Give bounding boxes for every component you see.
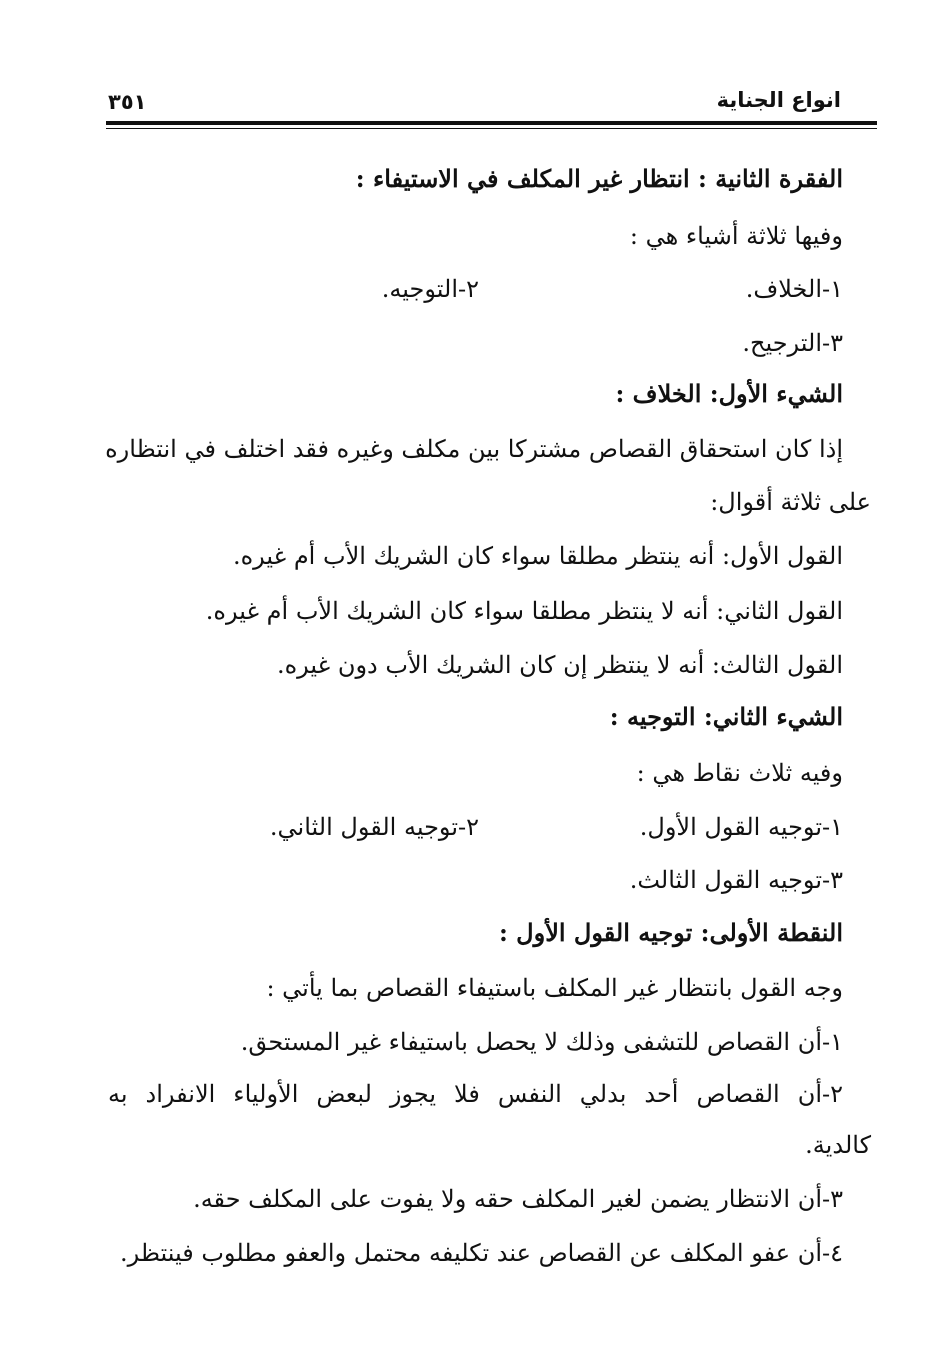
running-header-title: انواع الجناية <box>716 88 841 112</box>
paragraph-line: القول الثاني: أنه لا ينتظر مطلقا سواء كان الشريك الأب أم غيره. <box>205 597 843 625</box>
paragraph-line: وجه القول بانتظار غير المكلف باستيفاء القصاص بما يأتي : <box>266 974 843 1002</box>
list-item: ٤-أن عفو المكلف عن القصاص عند تكليفه محتمل والعفو مطلوب فينتظر. <box>119 1239 843 1267</box>
list-item: ١-توجيه القول الأول. <box>639 813 843 841</box>
subsection-heading: الشيء الثاني: التوجيه : <box>609 702 843 731</box>
subsection-heading: الشيء الأول: الخلاف : <box>615 379 843 408</box>
list-item: ٣-أن الانتظار يضمن لغير المكلف حقه ولا يفوت على المكلف حقه. <box>193 1185 843 1213</box>
header-rule-thick <box>106 121 877 125</box>
list-item: ٢-توجيه القول الثاني. <box>269 813 479 841</box>
paragraph-line: القول الثالث: أنه لا ينتظر إن كان الشريك الأب دون غيره. <box>276 651 843 679</box>
paragraph-line: كالدية. <box>805 1131 871 1159</box>
paragraph-line: وفيه ثلاث نقاط هي : <box>636 759 843 787</box>
paragraph-line: وفيها ثلاثة أشياء هي : <box>629 222 843 250</box>
list-item: ٢-أن القصاص أحد بدلي النفس فلا يجوز لبعض الأولياء الانفراد به <box>108 1080 843 1108</box>
paragraph-line: إذا كان استحقاق القصاص مشتركا بين مكلف وغيره فقد اختلف في انتظاره <box>105 435 843 463</box>
section-heading: الفقرة الثانية : انتظار غير المكلف في الاستيفاء : <box>355 164 843 193</box>
list-item: ١-الخلاف. <box>745 275 843 303</box>
subsection-heading: النقطة الأولى: توجيه القول الأول : <box>498 918 843 947</box>
header-rule-thin <box>106 128 877 129</box>
list-item: ٣-الترجيح. <box>742 329 843 357</box>
paragraph-line: القول الأول: أنه ينتظر مطلقا سواء كان الشريك الأب أم غيره. <box>232 542 843 570</box>
paragraph-line: على ثلاثة أقوال: <box>710 488 871 516</box>
list-item: ١-أن القصاص للتشفى وذلك لا يحصل باستيفاء غير المستحق. <box>240 1028 843 1056</box>
page-number: ٣٥١ <box>108 90 147 114</box>
list-item: ٣-توجيه القول الثالث. <box>629 866 843 894</box>
list-item: ٢-التوجيه. <box>381 275 479 303</box>
